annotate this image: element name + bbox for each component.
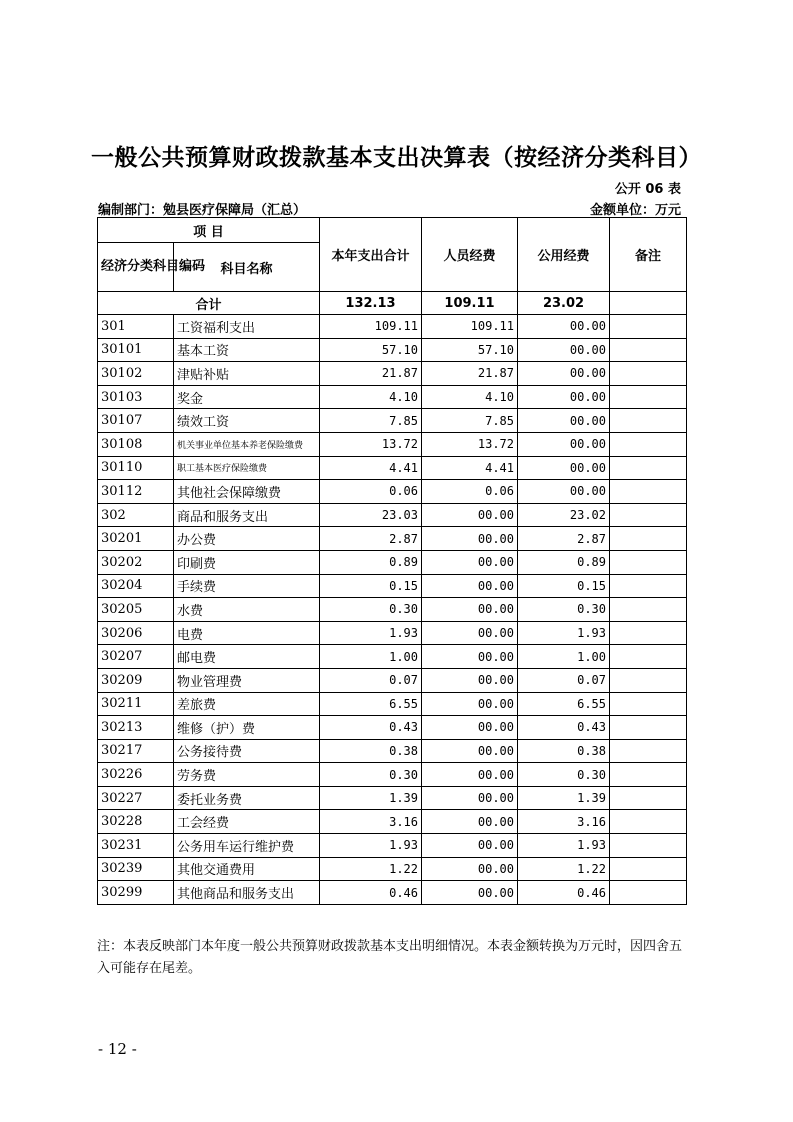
row-total: 0.38 bbox=[320, 739, 422, 763]
row-personnel: 00.00 bbox=[422, 621, 518, 645]
row-remark bbox=[610, 574, 687, 598]
row-remark bbox=[610, 668, 687, 692]
header-public: 公用经费 bbox=[518, 218, 610, 292]
table-row bbox=[98, 480, 687, 504]
row-name: 职工基本医疗保险缴费 bbox=[174, 456, 320, 480]
row-name: 办公费 bbox=[174, 527, 320, 551]
table-row bbox=[98, 810, 687, 834]
row-public: 00.00 bbox=[518, 315, 610, 339]
table-body bbox=[98, 315, 687, 905]
row-public: 0.07 bbox=[518, 668, 610, 692]
row-code: 302 bbox=[98, 503, 174, 527]
total-total: 132.13 bbox=[320, 292, 422, 315]
header-personnel: 人员经费 bbox=[422, 218, 518, 292]
table-row bbox=[98, 857, 687, 881]
row-personnel: 00.00 bbox=[422, 739, 518, 763]
row-code: 30206 bbox=[98, 621, 174, 645]
row-name: 差旅费 bbox=[174, 692, 320, 716]
row-code: 30228 bbox=[98, 810, 174, 834]
form-number: 公开 06 表 bbox=[614, 182, 681, 197]
row-remark bbox=[610, 716, 687, 740]
table-row bbox=[98, 692, 687, 716]
row-total: 0.30 bbox=[320, 598, 422, 622]
row-name: 委托业务费 bbox=[174, 786, 320, 810]
row-remark bbox=[610, 739, 687, 763]
row-public: 0.15 bbox=[518, 574, 610, 598]
page-title: 一般公共预算财政拨款基本支出决算表（按经济分类科目） bbox=[91, 145, 702, 171]
row-personnel: 0.06 bbox=[422, 480, 518, 504]
row-name: 基本工资 bbox=[174, 338, 320, 362]
table-row bbox=[98, 432, 687, 456]
row-total: 1.22 bbox=[320, 857, 422, 881]
row-name: 电费 bbox=[174, 621, 320, 645]
row-name: 工资福利支出 bbox=[174, 315, 320, 339]
row-name: 工会经费 bbox=[174, 810, 320, 834]
row-remark bbox=[610, 480, 687, 504]
table-row bbox=[98, 763, 687, 787]
row-name: 津贴补贴 bbox=[174, 362, 320, 386]
row-code: 30231 bbox=[98, 834, 174, 858]
table-row bbox=[98, 598, 687, 622]
row-total: 1.00 bbox=[320, 645, 422, 669]
row-personnel: 00.00 bbox=[422, 668, 518, 692]
row-public: 1.39 bbox=[518, 786, 610, 810]
row-remark bbox=[610, 598, 687, 622]
row-code: 30204 bbox=[98, 574, 174, 598]
row-total: 0.89 bbox=[320, 550, 422, 574]
row-code: 30205 bbox=[98, 598, 174, 622]
header-name: 科目名称 bbox=[174, 243, 320, 292]
table-row bbox=[98, 338, 687, 362]
row-public: 0.38 bbox=[518, 739, 610, 763]
row-remark bbox=[610, 621, 687, 645]
row-public: 1.93 bbox=[518, 834, 610, 858]
row-code: 30110 bbox=[98, 456, 174, 480]
row-name: 劳务费 bbox=[174, 763, 320, 787]
row-public: 00.00 bbox=[518, 409, 610, 433]
row-remark bbox=[610, 550, 687, 574]
row-public: 00.00 bbox=[518, 432, 610, 456]
row-public: 00.00 bbox=[518, 480, 610, 504]
row-remark bbox=[610, 763, 687, 787]
row-public: 00.00 bbox=[518, 456, 610, 480]
row-personnel: 00.00 bbox=[422, 503, 518, 527]
header-project: 项 目 bbox=[98, 218, 320, 243]
row-name: 水费 bbox=[174, 598, 320, 622]
row-total: 21.87 bbox=[320, 362, 422, 386]
header-code: 经济分类科目编码 bbox=[98, 243, 174, 292]
row-public: 2.87 bbox=[518, 527, 610, 551]
row-personnel: 00.00 bbox=[422, 834, 518, 858]
row-total: 13.72 bbox=[320, 432, 422, 456]
row-code: 30103 bbox=[98, 385, 174, 409]
row-total: 0.15 bbox=[320, 574, 422, 598]
row-name: 其他交通费用 bbox=[174, 857, 320, 881]
row-personnel: 00.00 bbox=[422, 692, 518, 716]
row-public: 1.00 bbox=[518, 645, 610, 669]
row-name: 其他商品和服务支出 bbox=[174, 881, 320, 905]
row-code: 30217 bbox=[98, 739, 174, 763]
total-row bbox=[98, 292, 687, 315]
row-remark bbox=[610, 692, 687, 716]
row-personnel: 21.87 bbox=[422, 362, 518, 386]
row-name: 公务接待费 bbox=[174, 739, 320, 763]
row-public: 00.00 bbox=[518, 385, 610, 409]
row-public: 00.00 bbox=[518, 338, 610, 362]
row-total: 7.85 bbox=[320, 409, 422, 433]
row-name: 绩效工资 bbox=[174, 409, 320, 433]
row-code: 30209 bbox=[98, 668, 174, 692]
row-total: 3.16 bbox=[320, 810, 422, 834]
table-row bbox=[98, 409, 687, 433]
row-remark bbox=[610, 432, 687, 456]
row-personnel: 00.00 bbox=[422, 527, 518, 551]
row-code: 30211 bbox=[98, 692, 174, 716]
row-code: 30112 bbox=[98, 480, 174, 504]
row-public: 0.89 bbox=[518, 550, 610, 574]
row-personnel: 00.00 bbox=[422, 574, 518, 598]
row-total: 0.30 bbox=[320, 763, 422, 787]
row-remark bbox=[610, 385, 687, 409]
row-remark bbox=[610, 810, 687, 834]
row-name: 印刷费 bbox=[174, 550, 320, 574]
row-name: 手续费 bbox=[174, 574, 320, 598]
row-public: 1.93 bbox=[518, 621, 610, 645]
row-total: 109.11 bbox=[320, 315, 422, 339]
row-personnel: 00.00 bbox=[422, 810, 518, 834]
row-name: 物业管理费 bbox=[174, 668, 320, 692]
row-public: 0.30 bbox=[518, 598, 610, 622]
row-personnel: 4.41 bbox=[422, 456, 518, 480]
table-row bbox=[98, 621, 687, 645]
row-total: 23.03 bbox=[320, 503, 422, 527]
row-total: 1.39 bbox=[320, 786, 422, 810]
row-total: 6.55 bbox=[320, 692, 422, 716]
row-public: 0.30 bbox=[518, 763, 610, 787]
row-remark bbox=[610, 338, 687, 362]
table-row bbox=[98, 786, 687, 810]
total-remark bbox=[610, 292, 687, 315]
table-row bbox=[98, 716, 687, 740]
row-name: 其他社会保障缴费 bbox=[174, 480, 320, 504]
row-personnel: 00.00 bbox=[422, 786, 518, 810]
row-remark bbox=[610, 857, 687, 881]
row-personnel: 00.00 bbox=[422, 598, 518, 622]
table-row bbox=[98, 362, 687, 386]
row-personnel: 13.72 bbox=[422, 432, 518, 456]
header-total: 本年支出合计 bbox=[320, 218, 422, 292]
row-code: 30207 bbox=[98, 645, 174, 669]
department-label: 编制部门：勉县医疗保障局（汇总） bbox=[98, 203, 307, 218]
row-code: 30108 bbox=[98, 432, 174, 456]
row-total: 1.93 bbox=[320, 834, 422, 858]
row-name: 奖金 bbox=[174, 385, 320, 409]
header-remark: 备注 bbox=[610, 218, 687, 292]
amount-unit-label: 金额单位：万元 bbox=[589, 203, 681, 218]
table-row bbox=[98, 550, 687, 574]
row-personnel: 00.00 bbox=[422, 881, 518, 905]
row-personnel: 00.00 bbox=[422, 716, 518, 740]
row-personnel: 4.10 bbox=[422, 385, 518, 409]
row-public: 1.22 bbox=[518, 857, 610, 881]
row-remark bbox=[610, 786, 687, 810]
row-code: 30227 bbox=[98, 786, 174, 810]
row-remark bbox=[610, 645, 687, 669]
row-remark bbox=[610, 881, 687, 905]
row-public: 0.46 bbox=[518, 881, 610, 905]
table-row bbox=[98, 645, 687, 669]
row-name: 机关事业单位基本养老保险缴费 bbox=[174, 432, 320, 456]
total-public: 23.02 bbox=[518, 292, 610, 315]
row-code: 30239 bbox=[98, 857, 174, 881]
total-label: 合计 bbox=[98, 292, 320, 315]
row-personnel: 57.10 bbox=[422, 338, 518, 362]
row-code: 30107 bbox=[98, 409, 174, 433]
row-remark bbox=[610, 409, 687, 433]
row-remark bbox=[610, 834, 687, 858]
total-personnel: 109.11 bbox=[422, 292, 518, 315]
row-code: 30226 bbox=[98, 763, 174, 787]
table-row bbox=[98, 527, 687, 551]
table-row bbox=[98, 456, 687, 480]
page-number: - 12 - bbox=[98, 1040, 137, 1058]
row-total: 0.43 bbox=[320, 716, 422, 740]
row-code: 30201 bbox=[98, 527, 174, 551]
row-total: 4.41 bbox=[320, 456, 422, 480]
row-personnel: 7.85 bbox=[422, 409, 518, 433]
table-row bbox=[98, 834, 687, 858]
row-total: 0.46 bbox=[320, 881, 422, 905]
row-remark bbox=[610, 503, 687, 527]
row-code: 301 bbox=[98, 315, 174, 339]
row-total: 57.10 bbox=[320, 338, 422, 362]
row-public: 0.43 bbox=[518, 716, 610, 740]
row-personnel: 00.00 bbox=[422, 857, 518, 881]
table-row bbox=[98, 385, 687, 409]
row-code: 30102 bbox=[98, 362, 174, 386]
row-personnel: 00.00 bbox=[422, 550, 518, 574]
row-total: 1.93 bbox=[320, 621, 422, 645]
row-code: 30213 bbox=[98, 716, 174, 740]
table-row bbox=[98, 668, 687, 692]
row-remark bbox=[610, 315, 687, 339]
row-personnel: 00.00 bbox=[422, 645, 518, 669]
row-personnel: 00.00 bbox=[422, 763, 518, 787]
table-row bbox=[98, 881, 687, 905]
row-name: 邮电费 bbox=[174, 645, 320, 669]
footnote: 注：本表反映部门本年度一般公共预算财政拨款基本支出明细情况。本表金额转换为万元时，因四舍五入可能存在尾差。 bbox=[97, 939, 683, 976]
row-code: 30202 bbox=[98, 550, 174, 574]
row-remark bbox=[610, 527, 687, 551]
row-total: 0.07 bbox=[320, 668, 422, 692]
row-name: 维修（护）费 bbox=[174, 716, 320, 740]
table-row bbox=[98, 574, 687, 598]
row-public: 3.16 bbox=[518, 810, 610, 834]
row-remark bbox=[610, 362, 687, 386]
table-row bbox=[98, 315, 687, 339]
expenditure-table bbox=[97, 217, 687, 905]
row-personnel: 109.11 bbox=[422, 315, 518, 339]
row-total: 0.06 bbox=[320, 480, 422, 504]
row-total: 4.10 bbox=[320, 385, 422, 409]
table-row bbox=[98, 503, 687, 527]
row-total: 2.87 bbox=[320, 527, 422, 551]
row-name: 公务用车运行维护费 bbox=[174, 834, 320, 858]
row-code: 30101 bbox=[98, 338, 174, 362]
table-row bbox=[98, 739, 687, 763]
row-name: 商品和服务支出 bbox=[174, 503, 320, 527]
row-public: 6.55 bbox=[518, 692, 610, 716]
row-public: 23.02 bbox=[518, 503, 610, 527]
row-public: 00.00 bbox=[518, 362, 610, 386]
row-remark bbox=[610, 456, 687, 480]
row-code: 30299 bbox=[98, 881, 174, 905]
